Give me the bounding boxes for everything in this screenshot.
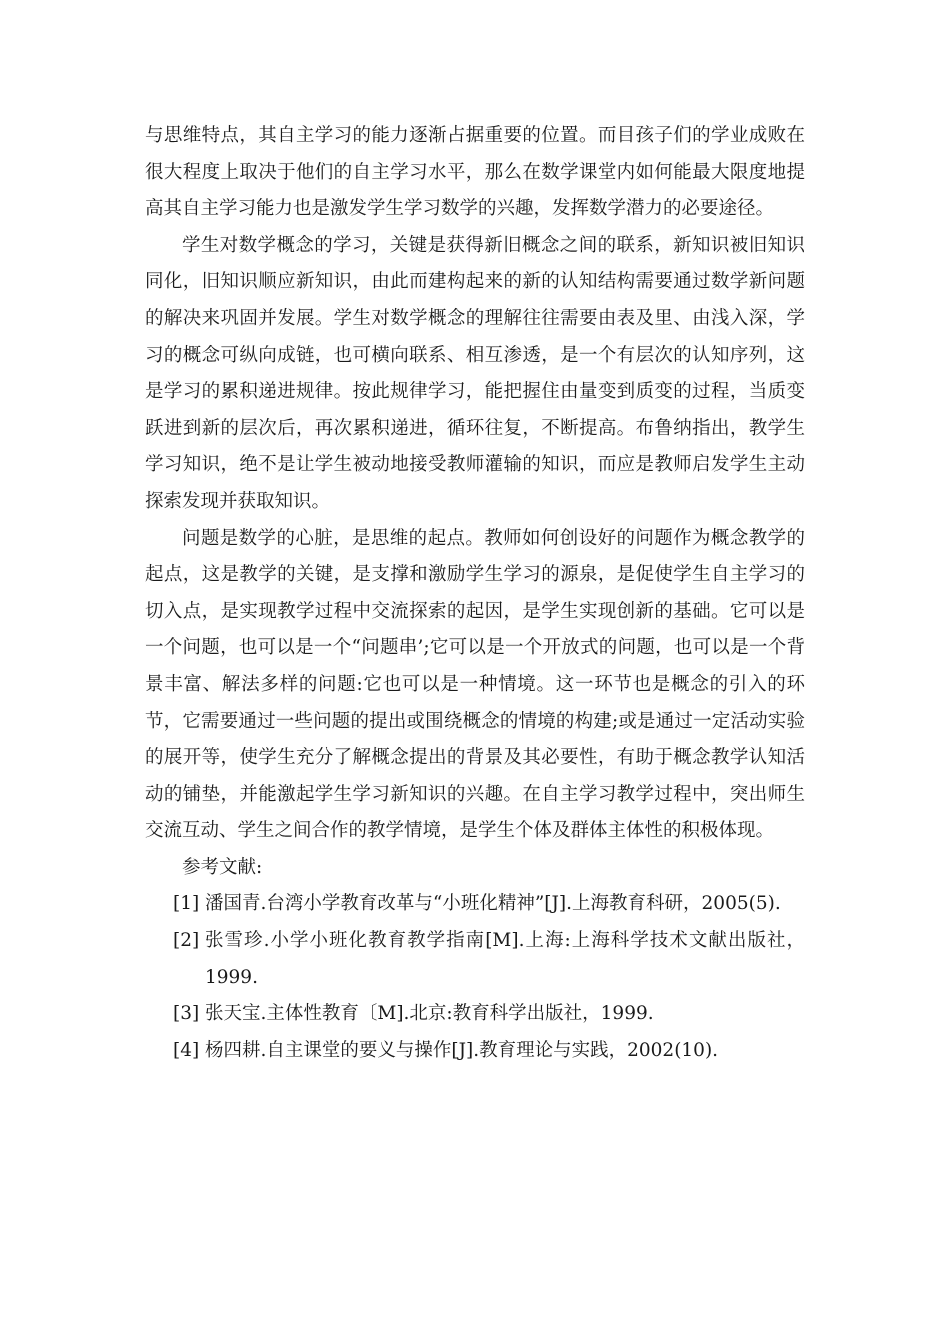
body-paragraph: 问题是数学的心脏，是思维的起点。教师如何创设好的问题作为概念教学的起点，这是教学的关键，是支撑和激励学生学习的源泉，是促使学生自主学习的切入点，是实现教学过程中交流探索的起因，是学生实现创新的基础。它可以是一个问题，也可以是一个“问题串’;它可以是一个开放式的问题，也可以是一个背景丰富、解法多样的问题:它也可以是一种情境。这一环节也是概念的引入的环节，它需要通过一些问题的提出或围绕概念的情境的构建;或是通过一定活动实验的展开等，使学生充分了解概念提出的背景及其必要性，有助于概念教学认知活动的铺垫，并能激起学生学习新知识的兴趣。在自主学习教学过程中，突出师生交流互动、学生之间合作的教学情境，是学生个体及群体主体性的积极体现。 (145, 527, 805, 842)
reference-text: 张雪珍.小学小班化教育教学指南[M].上海:上海科学技术文献出版社，1999. (205, 930, 805, 988)
page-content (145, 118, 805, 1069)
reference-item (145, 886, 805, 923)
body-paragraph: 学生对数学概念的学习，关键是获得新旧概念之间的联系，新知识被旧知识同化，旧知识顺应新知识，由此而建构起来的新的认知结构需要通过数学新问题的解决来巩固并发展。学生对数学概念的理解往往需要由表及里、由浅入深，学习的概念可纵向成链，也可横向联系、相互渗透，是一个有层次的认知序列，这是学习的累积递进规律。按此规律学习，能把握住由量变到质变的过程，当质变跃进到新的层次后，再次累积递进，循环往复，不断提高。布鲁纳指出，教学生学习知识，绝不是让学生被动地接受教师灌输的知识，而应是教师启发学生主动探索发现并获取知识。 (145, 234, 805, 512)
reference-text: 张天宝.主体性教育〔M].北京:教育科学出版社，1999. (205, 1003, 654, 1025)
reference-text: 杨四耕.自主课堂的要义与操作[J].教育理论与实践，2002(10). (205, 1039, 719, 1061)
reference-number: [1] (173, 893, 200, 915)
reference-text: 潘国青.台湾小学教育改革与“小班化精神”[J].上海教育科研，2005(5). (205, 893, 781, 915)
reference-item (145, 996, 805, 1033)
body-paragraph: 与思维特点，其自主学习的能力逐渐占据重要的位置。而目孩子们的学业成败在很大程度上取决于他们的自主学习水平，那么在数学课堂内如何能最大限度地提高其自主学习能力也是激发学生学习数学的兴趣，发挥数学潜力的必要途径。 (145, 125, 805, 220)
reference-item (145, 1033, 805, 1070)
references-list (145, 886, 805, 1069)
references-heading: 参考文献: (182, 856, 263, 878)
reference-number: [2] (173, 930, 200, 952)
reference-number: [4] (173, 1039, 200, 1061)
reference-number: [3] (173, 1003, 200, 1025)
reference-item (145, 923, 805, 996)
